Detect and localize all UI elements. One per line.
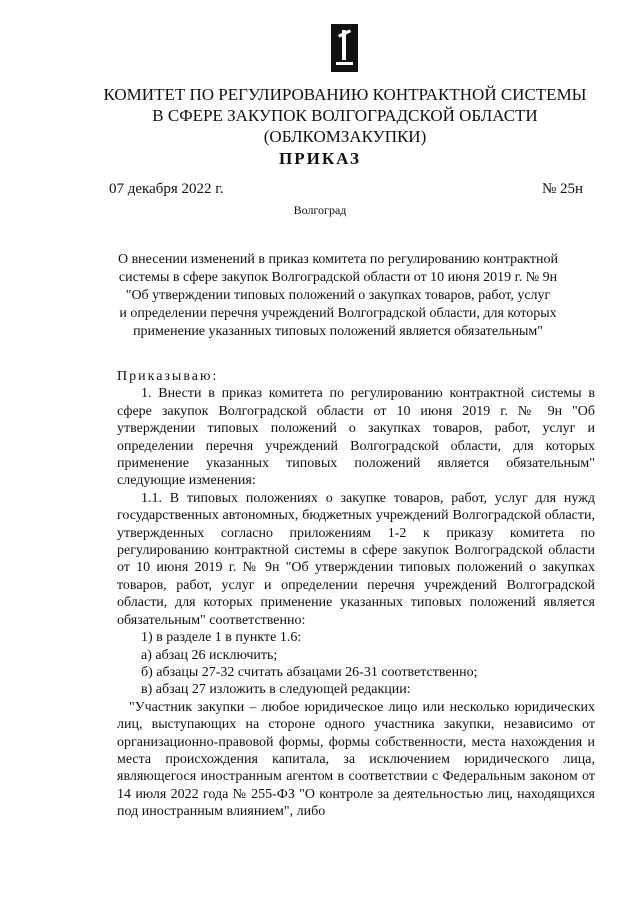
subject-line: "Об утверждении типовых положений о закупках товаров, работ, услуг [125, 288, 551, 303]
subject-line: О внесении изменений в приказ комитета по регулированию контрактной [117, 252, 559, 267]
paragraph: б) абзацы 27-32 считать абзацами 26-31 соответственно; [141, 664, 478, 680]
org-line: КОМИТЕТ ПО РЕГУЛИРОВАНИЮ КОНТРАКТНОЙ СИСТЕМЫ [103, 85, 587, 104]
paragraph: 1.1. В типовых положениях о закупке товаров, работ, услуг для нужд государственных автономных, бюджетных учреждений Волгоградской области, утвержденных согласно приложениям 1-2 к приказу комитета по регулированию контрактной системы в сфере закупок Волгоградской области от 10 июня 2019 г. № 9н "Об утверждении типовых положений о закупках товаров, работ, услуг и определении перечня учреждений Волгоградской области, для которых применение указанных типовых положений является обязательным" соответственно: [117, 490, 595, 628]
org-line: (ОБЛКОМЗАКУПКИ) [263, 127, 427, 146]
document-date: 07 декабря 2022 г. [109, 181, 224, 197]
organization-name [100, 84, 590, 147]
order-word: Приказываю: [117, 369, 219, 384]
paragraph: в) абзац 27 изложить в следующей редакции: [141, 682, 411, 698]
paragraph: 1. Внести в приказ комитета по регулированию контрактной системы в сфере закупок Волгоградской области от 10 июня 2019 г. № 9н "Об утверждении типовых положений о закупках товаров, работ, услуг и определении перечня учреждений Волгоградской области, для которых применение указанных типовых положений является обязательным" следующие изменения: [117, 386, 595, 489]
coat-of-arms-icon [331, 24, 358, 72]
document-city: Волгоград [293, 203, 347, 217]
subject-line: применение указанных типовых положений является обязательным" [133, 324, 543, 339]
document-subject [94, 251, 582, 341]
org-line: В СФЕРЕ ЗАКУПОК ВОЛГОГРАДСКОЙ ОБЛАСТИ [152, 106, 538, 125]
subject-line: системы в сфере закупок Волгоградской области от 10 июня 2019 г. № 9н [118, 270, 558, 285]
document-body [117, 368, 595, 821]
paragraph: 1) в разделе 1 в пункте 1.6: [141, 630, 302, 646]
subject-line: и определении перечня учреждений Волгоградской области, для которых [119, 306, 557, 321]
paragraph: а) абзац 26 исключить; [141, 647, 278, 663]
paragraph: "Участник закупки – любое юридическое лицо или несколько юридических лиц, выступающих на стороне одного участника закупки, независимо от организационно-правовой формы, формы собственности, места нахождения и места происхождения капитала, за исключением юридического лица, являющегося иностранным агентом в соответствии с Федеральным законом от 14 июля 2022 года № 255-ФЗ "О контроле за деятельностью лиц, находящихся под иностранным влиянием", либо [117, 699, 595, 820]
document-number: № 25н [542, 181, 584, 197]
document-type: ПРИКАЗ [279, 149, 361, 168]
